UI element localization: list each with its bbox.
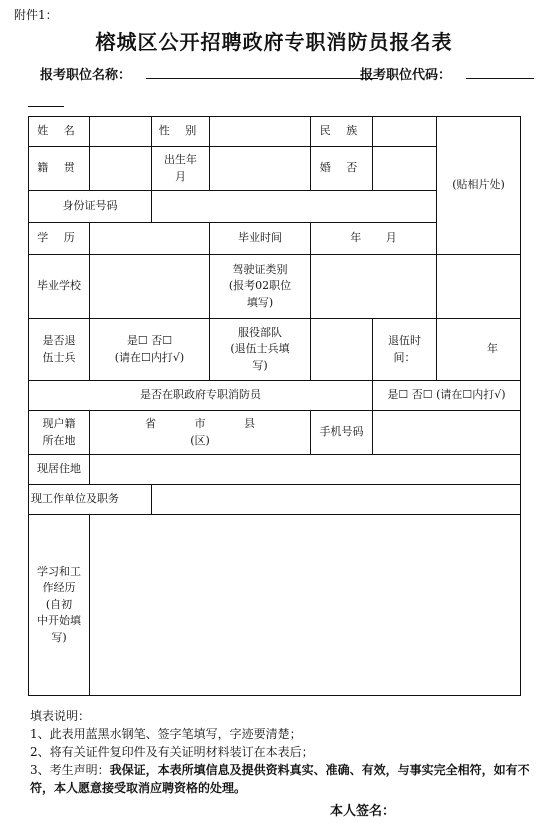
- retire-time-label: 退伍时 间：: [373, 319, 437, 381]
- photo-box: (贴相片处): [437, 117, 521, 255]
- current-firefighter-label: 是否在职政府专职消防员: [29, 381, 373, 411]
- name-label: 姓 名: [29, 117, 90, 147]
- veteran-choice[interactable]: 是☐ 否☐ (请在☐内打√): [90, 319, 210, 381]
- name-field[interactable]: [90, 117, 152, 147]
- id-number-field[interactable]: [152, 191, 437, 223]
- phone-field[interactable]: [373, 411, 521, 455]
- birth-field[interactable]: [210, 147, 311, 191]
- form-title: 榕城区公开招聘政府专职消防员报名表: [95, 30, 453, 54]
- position-name-label: 报考职位名称：: [40, 68, 132, 83]
- hukou-label: 现户籍 所在地: [29, 411, 90, 455]
- notes-item-3: 3、考生声明：我保证，本表所填信息及提供资料真实、准确、有效，与事实完全相符，如有不符，本人愿意接受取消应聘资格的处理。: [30, 763, 530, 795]
- history-field[interactable]: [90, 515, 521, 696]
- grad-time-field[interactable]: 年 月: [311, 223, 437, 255]
- work-label: 现工作单位及职务: [29, 485, 152, 515]
- position-code-field-cont: [28, 92, 64, 107]
- education-label: 学 历: [29, 223, 90, 255]
- grad-time-label: 毕业时间: [210, 223, 311, 255]
- license-label: 驾驶证类别 (报考02职位 填写): [210, 255, 311, 319]
- history-label: 学习和工 作经历 (自初 中开始填 写): [29, 515, 90, 696]
- marriage-field[interactable]: [373, 147, 437, 191]
- education-field[interactable]: [90, 223, 210, 255]
- work-field[interactable]: [152, 485, 521, 515]
- instructions: [30, 707, 538, 797]
- marriage-label: 婚 否: [311, 147, 373, 191]
- hukou-field[interactable]: 省 市 县 (区): [90, 411, 311, 455]
- native-label: 籍 贯: [29, 147, 90, 191]
- native-field[interactable]: [90, 147, 152, 191]
- address-field[interactable]: [90, 455, 521, 485]
- notes-item-2: 2、将有关证件复印件及有关证明材料装订在本表后；: [30, 745, 314, 759]
- license-field[interactable]: [311, 255, 437, 319]
- retire-time-field[interactable]: 年: [437, 319, 521, 381]
- position-code-field[interactable]: [466, 64, 534, 79]
- signature-label: 本人签名：: [330, 804, 396, 819]
- notes-heading: 填表说明：: [30, 709, 91, 723]
- ethnicity-label: 民 族: [311, 117, 373, 147]
- gender-field[interactable]: [210, 117, 311, 147]
- school-field[interactable]: [90, 255, 210, 319]
- unit-label: 服役部队 (退伍士兵填 写): [210, 319, 311, 381]
- unit-field[interactable]: [311, 319, 373, 381]
- phone-label: 手机号码: [311, 411, 373, 455]
- position-code-label: 报考职位代码：: [360, 68, 452, 83]
- blank-cell: [437, 255, 521, 319]
- notes-item-1: 1、此表用蓝黑水钢笔、签字笔填写，字迹要清楚；: [30, 727, 302, 741]
- id-number-label: 身份证号码: [29, 191, 152, 223]
- school-label: 毕业学校: [29, 255, 90, 319]
- address-label: 现居住地: [29, 455, 90, 485]
- current-firefighter-choice[interactable]: 是☐ 否☐ (请在☐内打√): [373, 381, 521, 411]
- position-name-field[interactable]: [146, 64, 378, 79]
- birth-label: 出生年 月: [152, 147, 210, 191]
- ethnicity-field[interactable]: [373, 117, 437, 147]
- registration-form-table: [28, 116, 521, 696]
- gender-label: 性 别: [152, 117, 210, 147]
- attachment-label: 附件1：: [14, 8, 58, 22]
- veteran-label: 是否退 伍士兵: [29, 319, 90, 381]
